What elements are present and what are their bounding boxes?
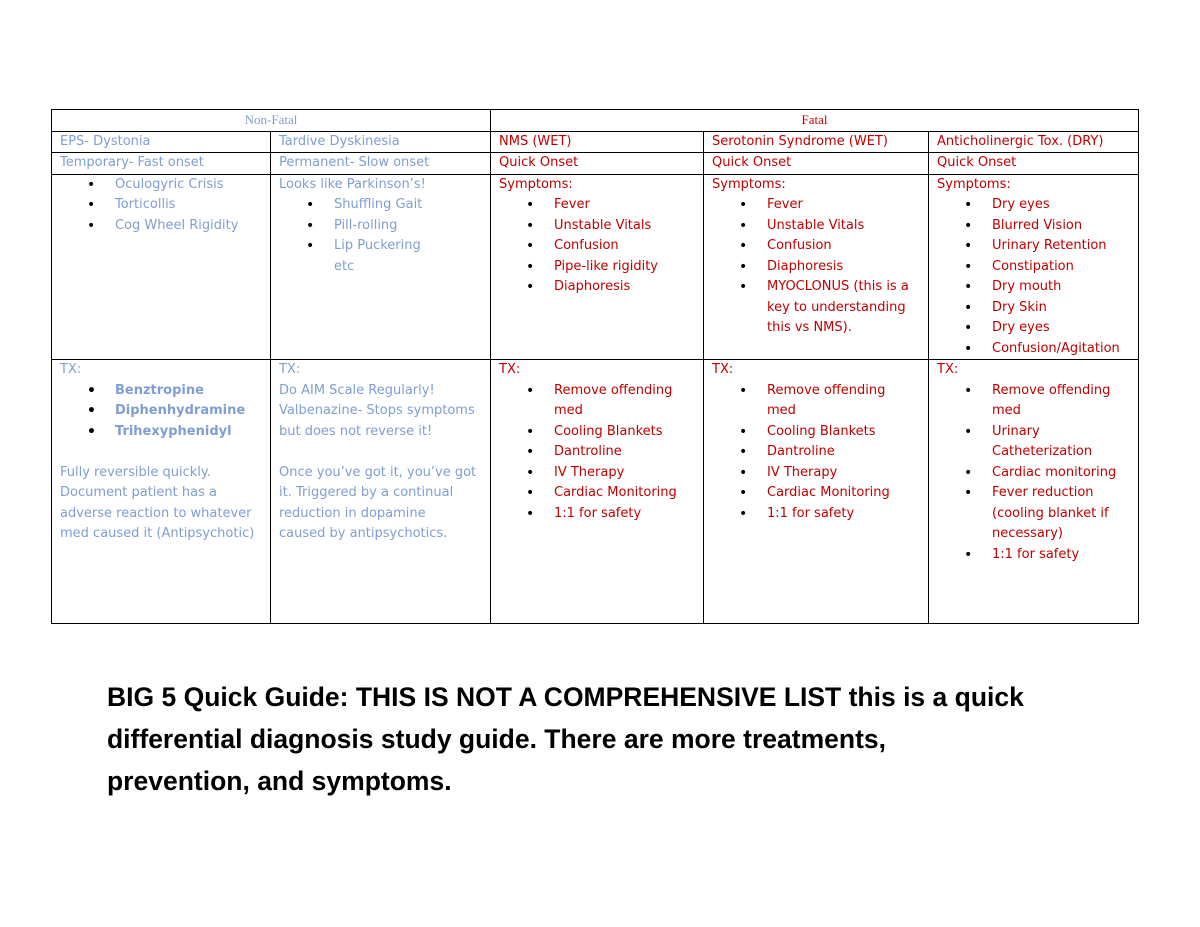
td-intro: Looks like Parkinson’s!	[279, 176, 426, 192]
eps-note-line: adverse reaction to whatever	[60, 505, 252, 521]
list-item: • Pill-rolling	[279, 216, 482, 237]
symptoms-label: Symptoms:	[712, 176, 786, 192]
list-item-continued: etc	[334, 258, 355, 274]
list-item: • Pipe-like rigidity	[499, 257, 695, 278]
list-item: • Diphenhydramine	[60, 401, 262, 422]
footer-line: differential diagnosis study guide. There are more treatments,	[107, 724, 886, 754]
td-note-line: Do AIM Scale Regularly!	[279, 382, 435, 398]
footer-note	[107, 676, 1107, 802]
list-item: • Urinary Retention	[937, 236, 1130, 257]
symptoms-label: Symptoms:	[937, 176, 1011, 192]
list-item: • Unstable Vitals	[499, 216, 695, 237]
list-item: • Dry mouth	[937, 277, 1130, 298]
list-item-continued: (cooling blanket if	[992, 505, 1109, 521]
eps-note-line: Fully reversible quickly.	[60, 464, 211, 480]
ss-symptoms-cell	[704, 174, 929, 360]
list-item: • Benztropine	[60, 381, 262, 402]
nms-symptoms-cell	[491, 174, 704, 360]
list-item: • Cardiac Monitoring	[499, 483, 695, 504]
col-eps-name: EPS- Dystonia	[52, 131, 271, 153]
list-item: • Cardiac Monitoring	[712, 483, 920, 504]
col-ss-onset: Quick Onset	[704, 153, 929, 175]
list-item: • 1:1 for safety	[937, 545, 1130, 566]
list-item-continued: Catheterization	[992, 444, 1093, 459]
nms-tx-list	[499, 381, 695, 525]
footer-line: prevention, and symptoms.	[107, 766, 452, 796]
ss-tx-list	[712, 381, 920, 525]
eps-tx-cell	[52, 360, 271, 624]
footer-line: BIG 5 Quick Guide: THIS IS NOT A COMPREHENSIVE LIST this is a quick	[107, 682, 1024, 712]
list-item: • Blurred Vision	[937, 216, 1130, 237]
nonfatal-heading: Non-Fatal	[52, 110, 491, 132]
list-item-continued: med	[992, 403, 1021, 418]
col-ss-name: Serotonin Syndrome (WET)	[704, 131, 929, 153]
list-item: • Fever	[712, 195, 920, 216]
list-item-continued: necessary)	[992, 526, 1064, 541]
col-ac-name: Anticholinergic Tox. (DRY)	[929, 131, 1139, 153]
list-item: • Remove offending	[937, 381, 1130, 402]
eps-tx-list	[60, 381, 262, 443]
ac-symptom-list	[937, 195, 1130, 359]
col-nms-onset: Quick Onset	[491, 153, 704, 175]
eps-symptoms-cell	[52, 174, 271, 360]
list-item: • Cardiac monitoring	[937, 463, 1130, 484]
list-item: • Remove offending	[712, 381, 920, 402]
td-tx-cell	[271, 360, 491, 624]
list-item-continued: med	[554, 403, 583, 418]
list-item: • Shuffling Gait	[279, 195, 482, 216]
eps-symptom-list	[60, 175, 262, 237]
tx-label: TX:	[937, 362, 959, 377]
list-item: • Remove offending	[499, 381, 695, 402]
tx-label: TX:	[60, 362, 82, 377]
list-item: • Dry eyes	[937, 195, 1130, 216]
list-item: • Oculogyric Crisis	[60, 175, 262, 196]
list-item: • Constipation	[937, 257, 1130, 278]
list-item: • Diaphoresis	[712, 257, 920, 278]
tx-label: TX:	[712, 362, 734, 377]
td-note-line: but does not reverse it!	[279, 423, 433, 439]
list-item: • Dry eyes	[937, 318, 1130, 339]
list-item: • Torticollis	[60, 195, 262, 216]
nms-tx-cell	[491, 360, 704, 624]
fatal-heading: Fatal	[491, 110, 1139, 132]
td-note-line: caused by antipsychotics.	[279, 526, 448, 541]
td-note-line: reduction in dopamine	[279, 505, 426, 521]
td-note-line: it. Triggered by a continual	[279, 485, 454, 500]
col-td-name: Tardive Dyskinesia	[271, 131, 491, 153]
td-note-line: Valbenazine- Stops symptoms	[279, 403, 475, 418]
list-item: • Cooling Blankets	[499, 422, 695, 443]
ss-tx-cell	[704, 360, 929, 624]
list-item-continued: this vs NMS).	[767, 320, 852, 335]
eps-note-line: med caused it (Antipsychotic)	[60, 526, 255, 541]
col-td-onset: Permanent- Slow onset	[271, 153, 491, 175]
list-item: • Confusion/Agitation	[937, 339, 1130, 360]
list-item: • MYOCLONUS (this is a	[712, 277, 920, 298]
col-nms-name: NMS (WET)	[491, 131, 704, 153]
list-item: • Fever	[499, 195, 695, 216]
td-symptoms-cell	[271, 174, 491, 360]
nms-symptom-list	[499, 195, 695, 298]
list-item-continued: key to understanding	[767, 299, 906, 315]
tx-label: TX:	[499, 362, 521, 377]
list-item: • Dantroline	[499, 442, 695, 463]
list-item: • Cog Wheel Rigidity	[60, 216, 262, 237]
list-item: • Trihexyphenidyl	[60, 422, 262, 443]
td-note-line: Once you’ve got it, you’ve got	[279, 464, 477, 480]
list-item: • Confusion	[712, 236, 920, 257]
list-item: • Dry Skin	[937, 298, 1130, 319]
symptoms-label: Symptoms:	[499, 176, 573, 192]
ac-symptoms-cell	[929, 174, 1139, 360]
list-item: • Cooling Blankets	[712, 422, 920, 443]
col-eps-onset: Temporary- Fast onset	[52, 153, 271, 175]
ac-tx-cell	[929, 360, 1139, 624]
list-item: • Unstable Vitals	[712, 216, 920, 237]
ac-tx-list	[937, 381, 1130, 566]
list-item: • IV Therapy	[499, 463, 695, 484]
tx-label: TX:	[279, 362, 301, 377]
big5-table	[51, 109, 1139, 624]
td-symptom-list	[279, 195, 482, 277]
list-item: • Diaphoresis	[499, 277, 695, 298]
list-item: • Fever reduction	[937, 483, 1130, 504]
list-item: • Lip Puckering	[279, 236, 482, 257]
list-item: • IV Therapy	[712, 463, 920, 484]
list-item: • 1:1 for safety	[499, 504, 695, 525]
ss-symptom-list	[712, 195, 920, 339]
list-item: • Dantroline	[712, 442, 920, 463]
list-item: • Urinary	[937, 422, 1130, 443]
list-item-continued: med	[767, 403, 796, 418]
col-ac-onset: Quick Onset	[929, 153, 1139, 175]
list-item: • 1:1 for safety	[712, 504, 920, 525]
list-item: • Confusion	[499, 236, 695, 257]
eps-note-line: Document patient has a	[60, 485, 217, 500]
